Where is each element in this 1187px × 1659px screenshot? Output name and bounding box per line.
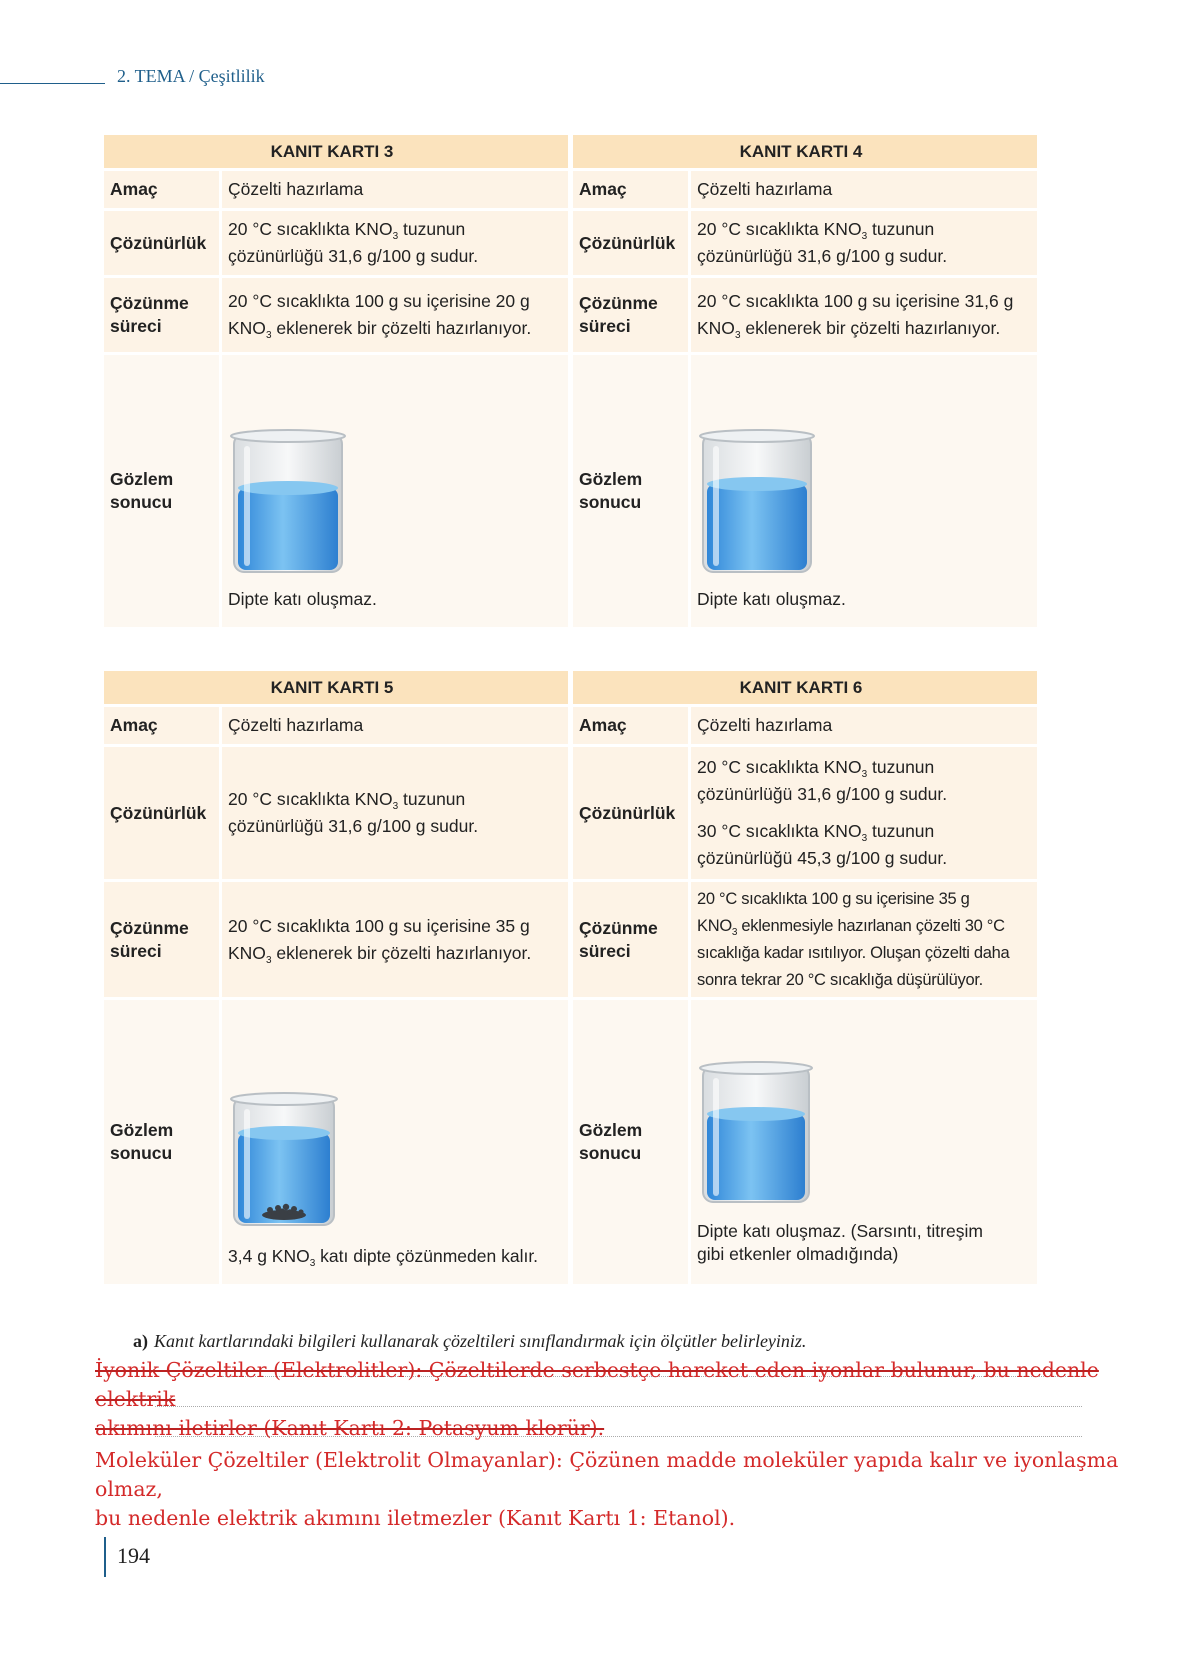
amac-value: Çözelti hazırlama [222,171,568,208]
row-label-gozlem: Gözlem sonucu [573,1000,688,1284]
row-label-gozlem: Gözlem sonucu [104,355,219,627]
question-label: a) [133,1331,148,1351]
cozunurluk-value: 20 °C sıcaklıkta $KNO_3$ tuzunun çözünürlüğü 31,6 g/100 g sudur. [222,211,568,275]
evidence-card-6 [573,671,1037,1284]
cozunme-value: 20 °C sıcaklıkta 100 g su içerisine 20 g $KNO_3$ eklenerek bir çözelti hazırlanıyor. [222,278,568,352]
beaker-illustration [697,1058,815,1206]
answer-ionic: İyonik Çözeltiler (Elektrolitler): Çözeltilerde serbestçe hareket eden iyonlar bulunur, bu nedenle elektrik akımını iletirler (Kanıt Kartı 2: Potasyum klorür). [95,1358,1099,1440]
row-label-cozunme: Çözünme süreci [573,278,688,352]
header-rule [0,83,105,84]
row-label-cozunme: Çözünme süreci [104,882,219,997]
row-label-gozlem: Gözlem sonucu [573,355,688,627]
amac-value: Çözelti hazırlama [222,707,568,744]
row-label-amac: Amaç [104,707,219,744]
row-label-amac: Amaç [573,707,688,744]
chapter-header: 2. TEMA / Çeşitlilik [117,66,265,86]
amac-value: Çözelti hazırlama [691,707,1037,744]
page-number-bar [104,1537,106,1577]
question-a [133,1331,806,1352]
gozlem-value: 3,4 g $KNO_3$ katı dipte çözünmeden kalır. [222,1000,568,1284]
cozunme-value: 20 °C sıcaklıkta 100 g su içerisine 35 g $KNO_3$ eklenerek bir çözelti hazırlanıyor. [222,882,568,997]
cozunurluk-value: 20 °C sıcaklıkta $KNO_3$ tuzunun çözünürlüğü 31,6 g/100 g sudur. 30 °C sıcaklıkta $KNO_3$ tuzunun çözünürlüğü 45,3 g/100 g sudur. [691,747,1037,879]
cozunurluk-value: 20 °C sıcaklıkta $KNO_3$ tuzunun çözünürlüğü 31,6 g/100 g sudur. [222,747,568,879]
gozlem-value: Dipte katı oluşmaz. [691,355,1037,627]
page-number: 194 [117,1543,150,1568]
answer-molecular: Moleküler Çözeltiler (Elektrolit Olmayanlar): Çözünen madde moleküler yapıda kalır ve iyonlaşma olmaz, bu nedenle elektrik akımını iletmezler (Kanıt Kartı 1: Etanol). [95,1448,1119,1530]
row-label-cozunurluk: Çözünürlük [104,747,219,879]
card-title: KANIT KARTI 6 [573,671,1037,704]
beaker-illustration [228,426,348,576]
beaker-illustration [697,426,817,576]
cozunme-value: 20 °C sıcaklıkta 100 g su içerisine 31,6 g $KNO_3$ eklenerek bir çözelti hazırlanıyor. [691,278,1037,352]
evidence-card-3 [104,135,568,627]
card-title: KANIT KARTI 5 [104,671,568,704]
row-label-amac: Amaç [573,171,688,208]
gozlem-value: Dipte katı oluşmaz. (Sarsıntı, titreşim gibi etkenler olmadığında) [691,1000,1037,1284]
cozunurluk-value: 20 °C sıcaklıkta $KNO_3$ tuzunun çözünürlüğü 31,6 g/100 g sudur. [691,211,1037,275]
row-label-cozunurluk: Çözünürlük [573,747,688,879]
cozunme-value: 20 °C sıcaklıkta 100 g su içerisine 35 g $KNO_3$ eklenmesiyle hazırlanan çözelti 30 °C sıcaklığa kadar ısıtılıyor. Oluşan çözelti daha sonra tekrar 20 °C sıcaklığa düşürülüyor. [691,882,1037,997]
row-label-cozunme: Çözünme süreci [104,278,219,352]
gozlem-value: Dipte katı oluşmaz. [222,355,568,627]
question-text: Kanıt kartlarındaki bilgileri kullanarak çözeltileri sınıflandırmak için ölçütler belirleyiniz. [154,1331,807,1351]
card-title: KANIT KARTI 3 [104,135,568,168]
row-label-cozunurluk: Çözünürlük [104,211,219,275]
beaker-with-sediment-illustration [228,1089,340,1229]
card-title: KANIT KARTI 4 [573,135,1037,168]
amac-value: Çözelti hazırlama [691,171,1037,208]
evidence-card-5 [104,671,568,1284]
row-label-amac: Amaç [104,171,219,208]
evidence-card-4 [573,135,1037,627]
row-label-cozunme: Çözünme süreci [573,882,688,997]
row-label-gozlem: Gözlem sonucu [104,1000,219,1284]
row-label-cozunurluk: Çözünürlük [573,211,688,275]
